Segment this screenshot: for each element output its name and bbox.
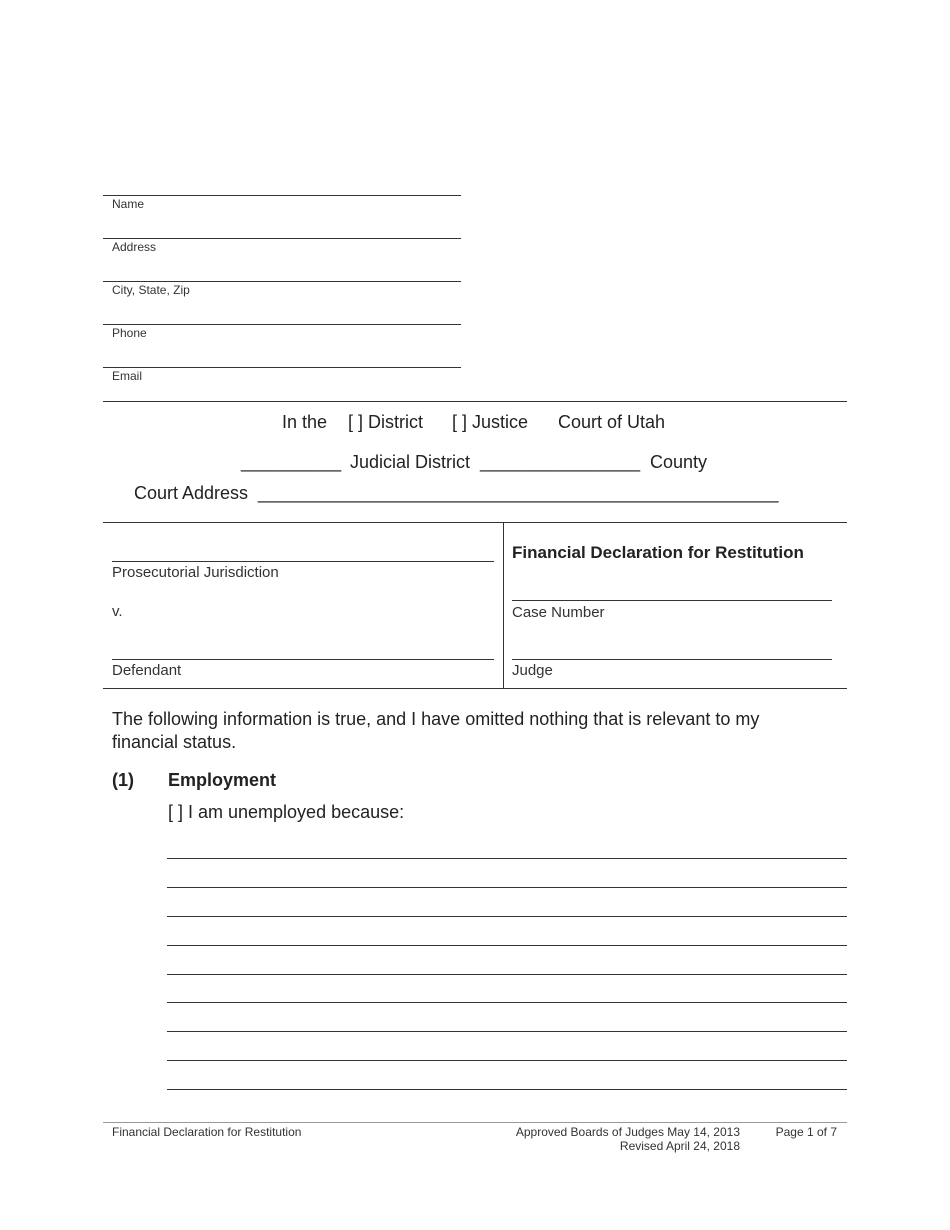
answer-line[interactable]	[167, 916, 847, 917]
answer-line[interactable]	[167, 974, 847, 975]
name-label: Name	[112, 197, 145, 211]
intro-statement: The following information is true, and I have omitted nothing that is relevant to my financial status.	[112, 709, 760, 752]
phone-label: Phone	[112, 326, 147, 340]
judge-label: Judge	[512, 662, 553, 679]
in-the-text: In the	[282, 412, 328, 432]
unemployed-checkbox[interactable]: [ ] I am unemployed because:	[168, 802, 405, 822]
footer-approved: Approved Boards of Judges May 14, 2013	[515, 1125, 740, 1139]
answer-line[interactable]	[167, 858, 847, 859]
caption-bottom-border	[103, 688, 847, 689]
page-number: Page 1 of 7	[775, 1125, 837, 1139]
court-of-utah-text: Court of Utah	[558, 412, 666, 432]
case-number-label: Case Number	[512, 604, 605, 621]
answer-line[interactable]	[167, 945, 847, 946]
city-state-zip-field-line[interactable]	[103, 281, 461, 282]
defendant-label: Defendant	[112, 662, 182, 679]
section-title: Employment	[168, 770, 277, 790]
answer-line[interactable]	[167, 1060, 847, 1061]
answer-line[interactable]	[167, 887, 847, 888]
phone-field-line[interactable]	[103, 324, 461, 325]
footer-revised: Revised April 24, 2018	[619, 1139, 740, 1153]
address-label: Address	[112, 240, 157, 254]
name-field-line[interactable]	[103, 195, 461, 196]
judicial-district-label: Judicial District	[350, 452, 471, 472]
prosecutorial-label: Prosecutorial Jurisdiction	[112, 564, 279, 581]
footer-divider	[103, 1122, 847, 1123]
answer-line[interactable]	[167, 1089, 847, 1090]
answer-line[interactable]	[167, 1002, 847, 1003]
caption-top-border	[103, 522, 847, 523]
footer-form-name: Financial Declaration for Restitution	[112, 1125, 302, 1139]
email-field-line[interactable]	[103, 367, 461, 368]
city-state-zip-label: City, State, Zip	[112, 283, 190, 297]
address-field-line[interactable]	[103, 238, 461, 239]
answer-line[interactable]	[167, 1031, 847, 1032]
section-number: (1)	[112, 770, 134, 790]
caption-divider	[503, 522, 504, 688]
county-label: County	[650, 452, 708, 472]
defendant-field-line[interactable]	[112, 659, 494, 660]
county-input[interactable]: ________________	[480, 452, 641, 472]
district-checkbox[interactable]: [ ] District	[348, 412, 423, 432]
judge-field-line[interactable]	[512, 659, 832, 660]
case-number-field-line[interactable]	[512, 600, 832, 601]
court-address-label: Court Address	[134, 483, 249, 503]
judicial-district-input[interactable]: __________	[241, 452, 342, 472]
justice-checkbox[interactable]: [ ] Justice	[452, 412, 529, 432]
email-label: Email	[112, 369, 143, 383]
prosecutorial-field-line[interactable]	[112, 561, 494, 562]
court-address-input[interactable]: ____________________________________________________	[258, 483, 779, 503]
header-divider	[103, 401, 847, 402]
form-title: Financial Declaration for Restitution	[512, 543, 804, 562]
versus-text: v.	[112, 603, 123, 620]
